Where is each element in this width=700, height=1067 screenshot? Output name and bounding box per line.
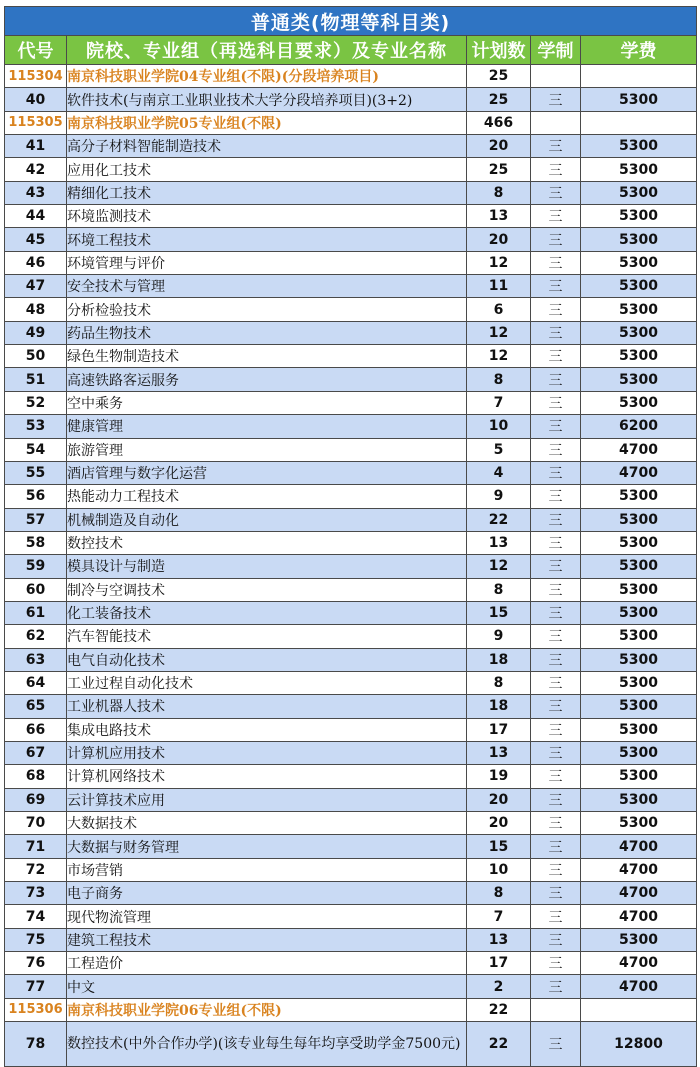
cell-code: 56	[5, 485, 67, 508]
cell-name: 热能动力工程技术	[67, 485, 467, 508]
cell-years: 三	[531, 858, 581, 881]
cell-plan: 2	[467, 975, 531, 998]
cell-years	[531, 998, 581, 1021]
cell-years: 三	[531, 415, 581, 438]
cell-years: 三	[531, 718, 581, 741]
cell-fee: 5300	[581, 671, 697, 694]
cell-name: 南京科技职业学院04专业组(不限)(分段培养项目)	[67, 65, 467, 88]
cell-years: 三	[531, 555, 581, 578]
group-row	[5, 111, 697, 134]
cell-fee: 5300	[581, 135, 697, 158]
cell-fee: 4700	[581, 882, 697, 905]
cell-plan: 10	[467, 858, 531, 881]
cell-plan: 5	[467, 438, 531, 461]
cell-years: 三	[531, 952, 581, 975]
cell-name: 工程造价	[67, 952, 467, 975]
cell-name: 建筑工程技术	[67, 928, 467, 951]
table-row	[5, 345, 697, 368]
table-row	[5, 975, 697, 998]
cell-years: 三	[531, 485, 581, 508]
cell-name: 化工装备技术	[67, 601, 467, 624]
cell-code: 64	[5, 671, 67, 694]
cell-fee: 5300	[581, 368, 697, 391]
table-row	[5, 228, 697, 251]
header-fee: 学费	[581, 36, 697, 65]
cell-fee: 4700	[581, 835, 697, 858]
cell-fee: 5300	[581, 158, 697, 181]
cell-fee: 5300	[581, 345, 697, 368]
cell-plan: 18	[467, 648, 531, 671]
table-row	[5, 671, 697, 694]
table-row	[5, 952, 697, 975]
cell-fee: 5300	[581, 788, 697, 811]
table-row	[5, 788, 697, 811]
cell-years: 三	[531, 438, 581, 461]
cell-code: 45	[5, 228, 67, 251]
cell-code: 78	[5, 1022, 67, 1067]
table-row	[5, 812, 697, 835]
table-row	[5, 928, 697, 951]
cell-name: 高分子材料智能制造技术	[67, 135, 467, 158]
table-row	[5, 181, 697, 204]
cell-code: 52	[5, 391, 67, 414]
cell-code: 62	[5, 625, 67, 648]
cell-fee: 4700	[581, 461, 697, 484]
cell-code: 61	[5, 601, 67, 624]
cell-plan: 20	[467, 812, 531, 835]
table-row	[5, 275, 697, 298]
cell-name: 电气自动化技术	[67, 648, 467, 671]
cell-fee: 4700	[581, 438, 697, 461]
cell-code: 75	[5, 928, 67, 951]
cell-plan: 20	[467, 135, 531, 158]
header-code: 代号	[5, 36, 67, 65]
cell-years: 三	[531, 251, 581, 274]
cell-code: 71	[5, 835, 67, 858]
cell-name: 现代物流管理	[67, 905, 467, 928]
cell-fee	[581, 998, 697, 1021]
table-row	[5, 882, 697, 905]
cell-code: 69	[5, 788, 67, 811]
cell-plan: 25	[467, 65, 531, 88]
cell-code: 68	[5, 765, 67, 788]
cell-code: 74	[5, 905, 67, 928]
cell-fee: 5300	[581, 391, 697, 414]
cell-code: 115305	[5, 111, 67, 134]
cell-name: 分析检验技术	[67, 298, 467, 321]
cell-plan: 9	[467, 625, 531, 648]
cell-code: 63	[5, 648, 67, 671]
cell-name: 健康管理	[67, 415, 467, 438]
cell-plan: 12	[467, 345, 531, 368]
table-row	[5, 1022, 697, 1067]
cell-plan: 8	[467, 181, 531, 204]
cell-name: 环境监测技术	[67, 205, 467, 228]
cell-fee: 4700	[581, 975, 697, 998]
cell-code: 49	[5, 321, 67, 344]
cell-years: 三	[531, 391, 581, 414]
table-row	[5, 601, 697, 624]
cell-code: 58	[5, 531, 67, 554]
cell-fee: 12800	[581, 1022, 697, 1067]
cell-years: 三	[531, 812, 581, 835]
cell-plan: 12	[467, 321, 531, 344]
cell-name: 大数据技术	[67, 812, 467, 835]
cell-plan: 13	[467, 741, 531, 764]
table-row	[5, 508, 697, 531]
cell-fee: 5300	[581, 531, 697, 554]
cell-years: 三	[531, 835, 581, 858]
cell-fee: 5300	[581, 741, 697, 764]
cell-plan: 17	[467, 952, 531, 975]
cell-code: 54	[5, 438, 67, 461]
cell-plan: 9	[467, 485, 531, 508]
cell-code: 46	[5, 251, 67, 274]
cell-fee: 5300	[581, 695, 697, 718]
cell-name: 旅游管理	[67, 438, 467, 461]
cell-name: 空中乘务	[67, 391, 467, 414]
cell-code: 51	[5, 368, 67, 391]
cell-years: 三	[531, 181, 581, 204]
cell-name: 应用化工技术	[67, 158, 467, 181]
cell-code: 44	[5, 205, 67, 228]
table-row	[5, 858, 697, 881]
cell-name: 环境管理与评价	[67, 251, 467, 274]
cell-plan: 8	[467, 671, 531, 694]
cell-plan: 11	[467, 275, 531, 298]
cell-years: 三	[531, 205, 581, 228]
cell-fee: 5300	[581, 205, 697, 228]
cell-fee: 5300	[581, 928, 697, 951]
header-plan: 计划数	[467, 36, 531, 65]
header-years: 学制	[531, 36, 581, 65]
cell-name: 工业过程自动化技术	[67, 671, 467, 694]
cell-years: 三	[531, 648, 581, 671]
cell-years: 三	[531, 671, 581, 694]
cell-code: 41	[5, 135, 67, 158]
cell-plan: 15	[467, 601, 531, 624]
table-row	[5, 158, 697, 181]
cell-fee: 5300	[581, 275, 697, 298]
cell-years: 三	[531, 135, 581, 158]
table-row	[5, 298, 697, 321]
cell-fee: 5300	[581, 625, 697, 648]
cell-fee	[581, 111, 697, 134]
cell-plan: 25	[467, 158, 531, 181]
cell-plan: 8	[467, 578, 531, 601]
cell-fee: 5300	[581, 508, 697, 531]
cell-fee: 5300	[581, 718, 697, 741]
header-name: 院校、专业组（再选科目要求）及专业名称	[67, 36, 467, 65]
cell-plan: 13	[467, 928, 531, 951]
table-body	[5, 65, 697, 1067]
table-row	[5, 741, 697, 764]
cell-code: 72	[5, 858, 67, 881]
cell-code: 115306	[5, 998, 67, 1021]
cell-code: 50	[5, 345, 67, 368]
cell-name: 计算机网络技术	[67, 765, 467, 788]
cell-code: 55	[5, 461, 67, 484]
cell-years	[531, 65, 581, 88]
cell-plan: 15	[467, 835, 531, 858]
cell-years: 三	[531, 741, 581, 764]
cell-code: 59	[5, 555, 67, 578]
table-row	[5, 695, 697, 718]
cell-plan: 8	[467, 882, 531, 905]
cell-plan: 13	[467, 531, 531, 554]
cell-name: 绿色生物制造技术	[67, 345, 467, 368]
cell-name: 高速铁路客运服务	[67, 368, 467, 391]
table-row	[5, 415, 697, 438]
cell-name: 电子商务	[67, 882, 467, 905]
cell-code: 76	[5, 952, 67, 975]
table-row	[5, 905, 697, 928]
cell-name: 机械制造及自动化	[67, 508, 467, 531]
cell-fee: 5300	[581, 601, 697, 624]
group-row	[5, 65, 697, 88]
table-row	[5, 625, 697, 648]
cell-name: 市场营销	[67, 858, 467, 881]
cell-fee	[581, 65, 697, 88]
table-row	[5, 438, 697, 461]
cell-years: 三	[531, 882, 581, 905]
cell-years	[531, 111, 581, 134]
cell-years: 三	[531, 368, 581, 391]
cell-fee: 5300	[581, 88, 697, 111]
cell-years: 三	[531, 578, 581, 601]
cell-fee: 5300	[581, 485, 697, 508]
table-row	[5, 135, 697, 158]
cell-years: 三	[531, 531, 581, 554]
cell-years: 三	[531, 975, 581, 998]
cell-name: 南京科技职业学院06专业组(不限)	[67, 998, 467, 1021]
cell-name: 制冷与空调技术	[67, 578, 467, 601]
cell-fee: 5300	[581, 578, 697, 601]
cell-plan: 12	[467, 555, 531, 578]
group-row	[5, 998, 697, 1021]
cell-fee: 4700	[581, 858, 697, 881]
table-row	[5, 485, 697, 508]
cell-name: 精细化工技术	[67, 181, 467, 204]
cell-name: 工业机器人技术	[67, 695, 467, 718]
cell-fee: 5300	[581, 555, 697, 578]
header-row	[5, 36, 697, 65]
cell-name: 数控技术	[67, 531, 467, 554]
table-row	[5, 718, 697, 741]
cell-fee: 5300	[581, 181, 697, 204]
cell-code: 115304	[5, 65, 67, 88]
cell-plan: 4	[467, 461, 531, 484]
cell-code: 65	[5, 695, 67, 718]
table-row	[5, 648, 697, 671]
table-row	[5, 835, 697, 858]
cell-plan: 22	[467, 1022, 531, 1067]
cell-code: 43	[5, 181, 67, 204]
cell-name: 环境工程技术	[67, 228, 467, 251]
cell-name: 安全技术与管理	[67, 275, 467, 298]
cell-plan: 10	[467, 415, 531, 438]
cell-name: 南京科技职业学院05专业组(不限)	[67, 111, 467, 134]
table-row	[5, 391, 697, 414]
cell-fee: 5300	[581, 228, 697, 251]
cell-years: 三	[531, 601, 581, 624]
admission-plan-table	[4, 6, 697, 1067]
cell-code: 77	[5, 975, 67, 998]
cell-years: 三	[531, 1022, 581, 1067]
cell-code: 70	[5, 812, 67, 835]
cell-fee: 4700	[581, 905, 697, 928]
cell-fee: 5300	[581, 251, 697, 274]
cell-years: 三	[531, 625, 581, 648]
cell-plan: 22	[467, 998, 531, 1021]
cell-plan: 466	[467, 111, 531, 134]
cell-plan: 20	[467, 788, 531, 811]
cell-fee: 6200	[581, 415, 697, 438]
cell-name: 酒店管理与数字化运营	[67, 461, 467, 484]
cell-years: 三	[531, 928, 581, 951]
cell-plan: 8	[467, 368, 531, 391]
cell-name: 中文	[67, 975, 467, 998]
cell-years: 三	[531, 695, 581, 718]
cell-plan: 12	[467, 251, 531, 274]
cell-code: 60	[5, 578, 67, 601]
cell-plan: 18	[467, 695, 531, 718]
cell-code: 66	[5, 718, 67, 741]
cell-code: 67	[5, 741, 67, 764]
cell-name: 计算机应用技术	[67, 741, 467, 764]
cell-plan: 22	[467, 508, 531, 531]
cell-name: 云计算技术应用	[67, 788, 467, 811]
cell-name: 汽车智能技术	[67, 625, 467, 648]
cell-name: 数控技术(中外合作办学)(该专业每生每年均享受助学金7500元)	[67, 1022, 467, 1067]
cell-years: 三	[531, 298, 581, 321]
cell-years: 三	[531, 508, 581, 531]
cell-years: 三	[531, 765, 581, 788]
cell-code: 42	[5, 158, 67, 181]
cell-code: 53	[5, 415, 67, 438]
title-row	[5, 7, 697, 36]
table-row	[5, 578, 697, 601]
cell-name: 大数据与财务管理	[67, 835, 467, 858]
cell-years: 三	[531, 461, 581, 484]
cell-name: 软件技术(与南京工业职业技术大学分段培养项目)(3+2)	[67, 88, 467, 111]
cell-name: 药品生物技术	[67, 321, 467, 344]
cell-code: 47	[5, 275, 67, 298]
cell-code: 40	[5, 88, 67, 111]
cell-fee: 5300	[581, 648, 697, 671]
cell-fee: 5300	[581, 321, 697, 344]
cell-years: 三	[531, 228, 581, 251]
cell-years: 三	[531, 905, 581, 928]
cell-plan: 20	[467, 228, 531, 251]
cell-name: 集成电路技术	[67, 718, 467, 741]
cell-fee: 5300	[581, 812, 697, 835]
cell-plan: 13	[467, 205, 531, 228]
cell-fee: 5300	[581, 298, 697, 321]
cell-years: 三	[531, 345, 581, 368]
cell-plan: 17	[467, 718, 531, 741]
table-row	[5, 555, 697, 578]
table-row	[5, 765, 697, 788]
table-row	[5, 88, 697, 111]
cell-plan: 6	[467, 298, 531, 321]
table-row	[5, 251, 697, 274]
cell-code: 73	[5, 882, 67, 905]
cell-years: 三	[531, 88, 581, 111]
cell-plan: 7	[467, 391, 531, 414]
table-row	[5, 321, 697, 344]
cell-plan: 19	[467, 765, 531, 788]
cell-years: 三	[531, 158, 581, 181]
cell-code: 57	[5, 508, 67, 531]
cell-years: 三	[531, 275, 581, 298]
cell-fee: 5300	[581, 765, 697, 788]
cell-plan: 25	[467, 88, 531, 111]
cell-years: 三	[531, 788, 581, 811]
table-title: 普通类(物理等科目类)	[5, 7, 697, 36]
table-row	[5, 531, 697, 554]
cell-plan: 7	[467, 905, 531, 928]
cell-code: 48	[5, 298, 67, 321]
cell-name: 模具设计与制造	[67, 555, 467, 578]
table-row	[5, 368, 697, 391]
table-row	[5, 461, 697, 484]
cell-fee: 4700	[581, 952, 697, 975]
table-row	[5, 205, 697, 228]
cell-years: 三	[531, 321, 581, 344]
